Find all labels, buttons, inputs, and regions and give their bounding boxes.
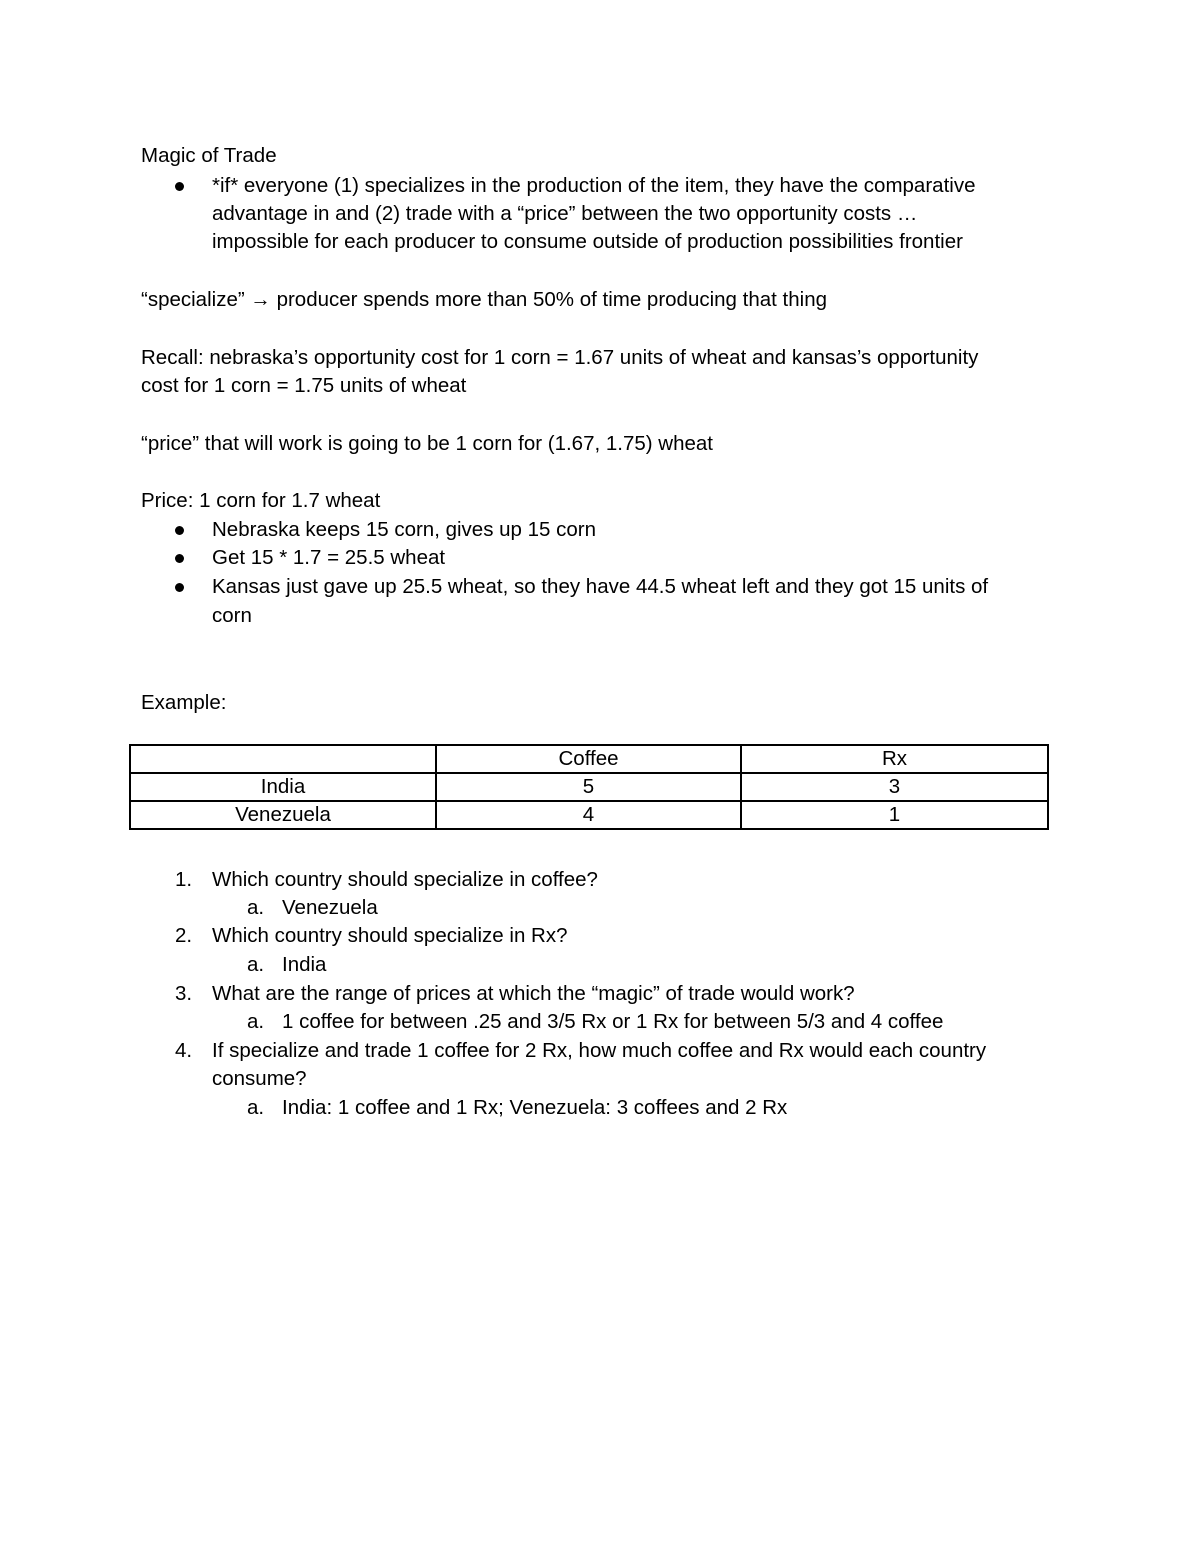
table-cell: Venezuela bbox=[130, 801, 436, 829]
table-header-row bbox=[130, 745, 1048, 773]
table-cell: 5 bbox=[436, 773, 741, 801]
intro-bullet-line: advantage in and (2) trade with a “price” between the two opportunity costs … bbox=[212, 202, 918, 225]
question-number: 4. bbox=[175, 1039, 193, 1062]
bullet-icon bbox=[175, 583, 184, 592]
answer-text: Venezuela bbox=[282, 896, 378, 919]
table-header-cell bbox=[130, 745, 436, 773]
recall-line: cost for 1 corn = 1.75 units of wheat bbox=[141, 374, 467, 397]
table-cell: 1 bbox=[741, 801, 1048, 829]
specialize-text: producer spends more than 50% of time producing that thing bbox=[276, 288, 827, 311]
answer-text: India bbox=[282, 953, 327, 976]
example-heading: Example: bbox=[141, 691, 227, 714]
answer-text: India: 1 coffee and 1 Rx; Venezuela: 3 coffees and 2 Rx bbox=[282, 1096, 788, 1119]
intro-bullet-line: *if* everyone (1) specializes in the production of the item, they have the comparative bbox=[212, 174, 976, 197]
answer-marker: a. bbox=[247, 896, 265, 919]
table-cell: 3 bbox=[741, 773, 1048, 801]
question-number: 1. bbox=[175, 868, 193, 891]
answer-marker: a. bbox=[247, 1010, 265, 1033]
price-heading: Price: 1 corn for 1.7 wheat bbox=[141, 489, 381, 512]
answer-marker: a. bbox=[247, 953, 265, 976]
answer-text: 1 coffee for between .25 and 3/5 Rx or 1 Rx for between 5/3 and 4 coffee bbox=[282, 1010, 944, 1033]
answer-marker: a. bbox=[247, 1096, 265, 1119]
question-number: 3. bbox=[175, 982, 193, 1005]
question-number: 2. bbox=[175, 924, 193, 947]
price-range-text: “price” that will work is going to be 1 corn for (1.67, 1.75) wheat bbox=[141, 432, 713, 455]
page-title: Magic of Trade bbox=[141, 144, 277, 167]
bullet-icon bbox=[175, 554, 184, 563]
question-text-continuation: consume? bbox=[212, 1067, 307, 1090]
specialize-term: “specialize” bbox=[141, 288, 245, 311]
question-text: What are the range of prices at which the “magic” of trade would work? bbox=[212, 982, 855, 1005]
table-header-cell: Coffee bbox=[436, 745, 741, 773]
recall-line: Recall: nebraska’s opportunity cost for 1 corn = 1.67 units of wheat and kansas’s opportunity bbox=[141, 346, 979, 369]
price-bullet: Get 15 * 1.7 = 25.5 wheat bbox=[212, 546, 446, 569]
table-cell: India bbox=[130, 773, 436, 801]
bullet-icon bbox=[175, 526, 184, 535]
question-text: If specialize and trade 1 coffee for 2 Rx, how much coffee and Rx would each country bbox=[212, 1039, 987, 1062]
question-text: Which country should specialize in Rx? bbox=[212, 924, 568, 947]
bullet-icon bbox=[175, 182, 184, 191]
specialize-definition bbox=[141, 286, 827, 314]
table-header-cell: Rx bbox=[741, 745, 1048, 773]
price-bullet-continuation: corn bbox=[212, 604, 252, 627]
question-text: Which country should specialize in coffee? bbox=[212, 868, 598, 891]
arrow-right-icon: → bbox=[250, 288, 271, 311]
table-row bbox=[130, 773, 1048, 801]
price-bullet: Kansas just gave up 25.5 wheat, so they have 44.5 wheat left and they got 15 units of bbox=[212, 575, 989, 598]
intro-bullet-line: impossible for each producer to consume outside of production possibilities frontier bbox=[212, 230, 963, 253]
table-cell: 4 bbox=[436, 801, 741, 829]
price-bullet: Nebraska keeps 15 corn, gives up 15 corn bbox=[212, 518, 597, 541]
table-row bbox=[130, 801, 1048, 829]
example-table bbox=[129, 744, 1049, 830]
